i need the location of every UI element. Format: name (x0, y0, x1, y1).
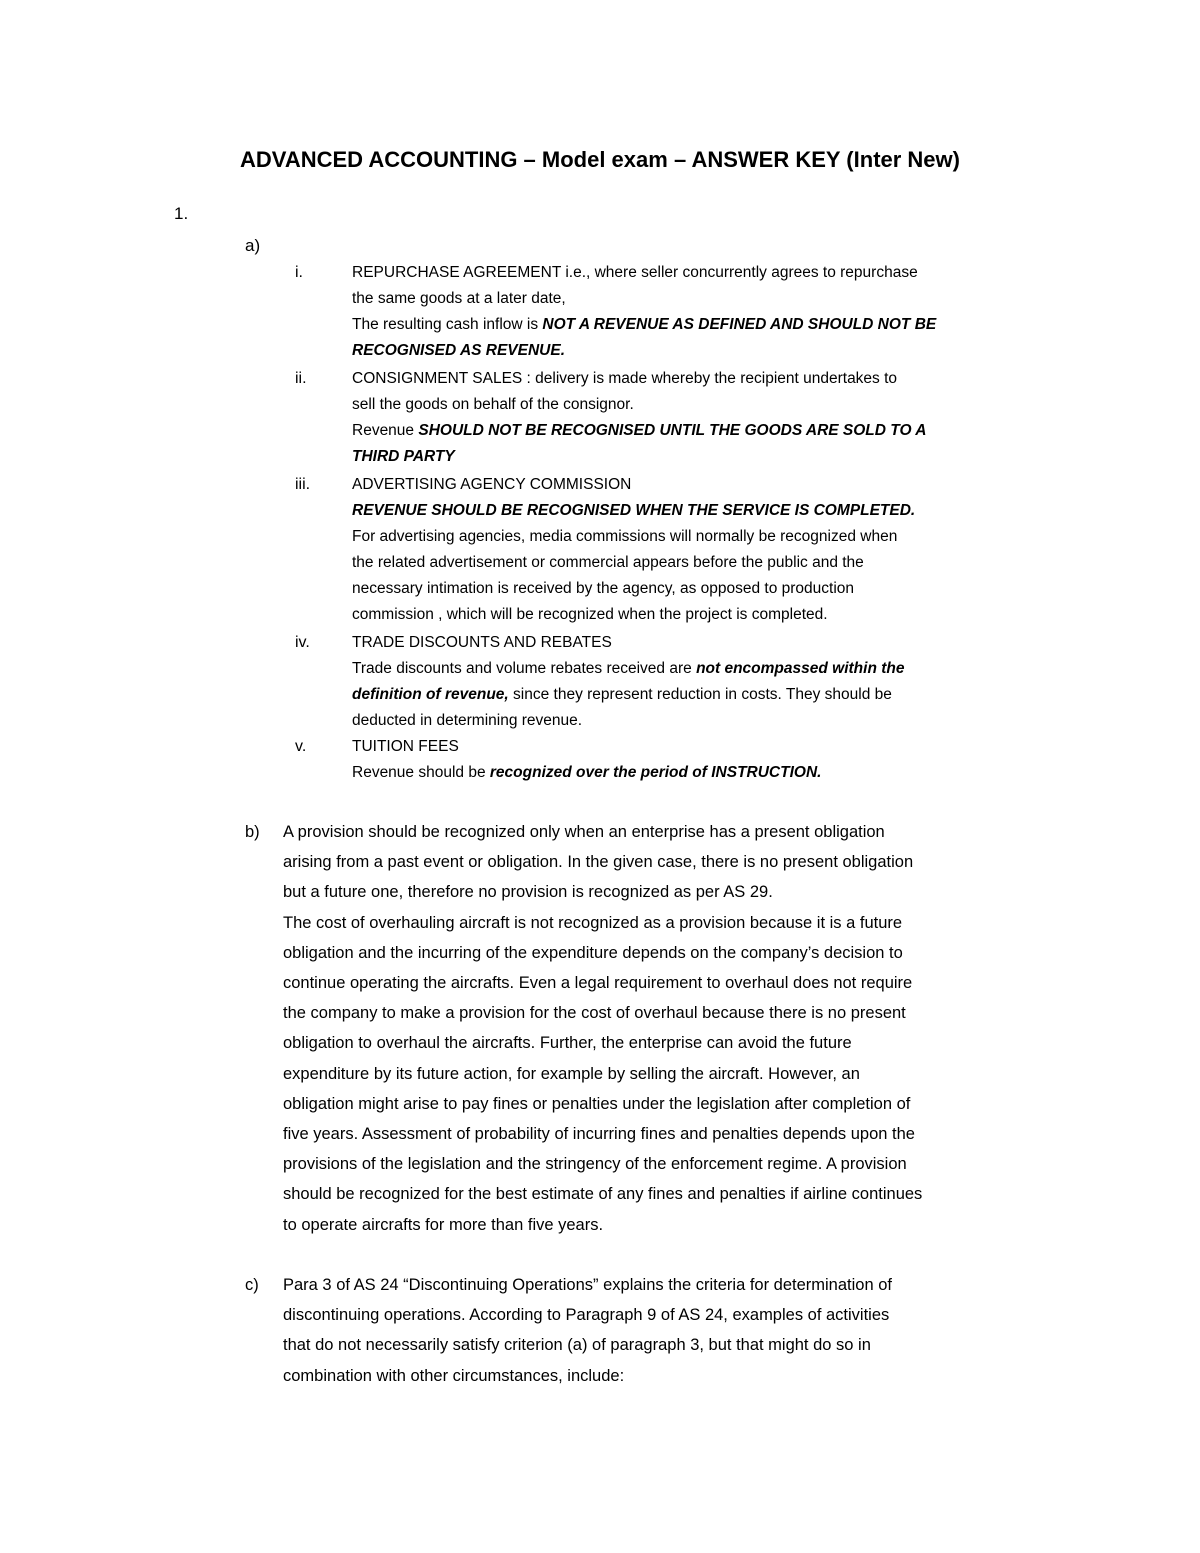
item-emphasis: not encompassed within the (696, 660, 905, 677)
item-emphasis: NOT A REVENUE AS DEFINED AND SHOULD NOT BE (542, 316, 937, 333)
list-item-tuition (352, 734, 1062, 786)
item-text: The resulting cash inflow is (352, 316, 543, 333)
list-item-repurchase (352, 260, 1062, 364)
item-text: sell the goods on behalf of the consignor. (352, 396, 634, 413)
item-emphasis: REVENUE SHOULD BE RECOGNISED WHEN THE SERVICE IS COMPLETED. (352, 502, 916, 519)
item-heading: TRADE DISCOUNTS AND REBATES (352, 634, 612, 651)
paragraph-line: continue operating the aircrafts. Even a legal requirement to overhaul does not require (283, 974, 913, 993)
item-numeral: v. (295, 738, 307, 755)
item-text: Revenue should be (352, 764, 490, 781)
paragraph-line: obligation to overhaul the aircrafts. Further, the enterprise can avoid the future (283, 1034, 852, 1053)
item-text: Revenue (352, 422, 419, 439)
paragraph-line: the company to make a provision for the cost of overhaul because there is no present (283, 1004, 906, 1023)
item-text: delivery is made whereby the recipient undertakes to (530, 370, 898, 387)
paragraph-line: five years. Assessment of probability of incurring fines and penalties depends upon the (283, 1125, 915, 1144)
part-b-label: b) (245, 823, 260, 841)
question-number: 1. (174, 204, 189, 223)
item-text: i.e., where seller concurrently agrees to repurchase (561, 264, 918, 281)
list-item-trade-discounts (352, 630, 1062, 734)
paragraph-line: expenditure by its future action, for example by selling the aircraft. However, an (283, 1064, 860, 1083)
paragraph-line: to operate aircrafts for more than five years. (283, 1215, 604, 1234)
paragraph-line: Para 3 of AS 24 “Discontinuing Operations” explains the criteria for determination of (283, 1276, 892, 1294)
item-emphasis: definition of revenue, (352, 686, 509, 703)
paragraph-line: obligation might arise to pay fines or penalties under the legislation after completion of (283, 1094, 911, 1113)
list-item-advertising (352, 472, 1062, 628)
item-text: the related advertisement or commercial appears before the public and the (352, 554, 864, 571)
item-heading: REPURCHASE AGREEMENT (352, 264, 562, 281)
paragraph-line: discontinuing operations. According to Paragraph 9 of AS 24, examples of activities (283, 1306, 890, 1325)
part-a-label: a) (245, 236, 261, 255)
item-text: Trade discounts and volume rebates received are (352, 660, 697, 677)
paragraph-line: provisions of the legislation and the stringency of the enforcement regime. A provision (283, 1155, 907, 1174)
paragraph-line: combination with other circumstances, include: (283, 1366, 625, 1385)
item-text: deducted in determining revenue. (352, 712, 583, 729)
part-b-paragraph (283, 817, 1073, 1240)
paragraph-line: arising from a past event or obligation. In the given case, there is no present obligation (283, 853, 914, 872)
item-text: For advertising agencies, media commissions will normally be recognized when (352, 528, 898, 545)
item-emphasis: SHOULD NOT BE RECOGNISED UNTIL THE GOODS ARE SOLD TO A (418, 422, 927, 439)
paragraph-line: that do not necessarily satisfy criterion (a) of paragraph 3, but that might do so in (283, 1336, 871, 1355)
paragraph-line: but a future one, therefore no provision is recognized as per AS 29. (283, 883, 773, 902)
part-c-label: c) (245, 1276, 259, 1294)
item-numeral: i. (295, 264, 303, 281)
item-numeral: iv. (295, 634, 310, 651)
paragraph-line: obligation and the incurring of the expenditure depends on the company’s decision to (283, 943, 903, 962)
item-numeral: iii. (295, 476, 311, 493)
list-item-consignment (352, 366, 1062, 470)
item-text: commission , which will be recognized when the project is completed. (352, 606, 828, 623)
item-text: the same goods at a later date, (352, 290, 566, 307)
item-heading: CONSIGNMENT SALES : (352, 370, 531, 387)
item-emphasis: recognized over the period of INSTRUCTION. (489, 764, 822, 781)
paragraph-line: The cost of overhauling aircraft is not recognized as a provision because it is a future (283, 913, 903, 932)
item-numeral: ii. (295, 370, 307, 387)
part-c-paragraph (283, 1270, 1073, 1391)
document-title: ADVANCED ACCOUNTING – Model exam – ANSWER KEY (Inter New) (240, 147, 960, 172)
item-text: since they represent reduction in costs. They should be (508, 686, 892, 703)
paragraph-line: should be recognized for the best estimate of any fines and penalties if airline continues (283, 1185, 923, 1204)
item-heading: ADVERTISING AGENCY COMMISSION (352, 476, 632, 493)
item-emphasis: THIRD PARTY (352, 448, 455, 465)
item-text: necessary intimation is received by the agency, as opposed to production (352, 580, 855, 597)
item-emphasis: RECOGNISED AS REVENUE. (352, 342, 566, 359)
paragraph-line: A provision should be recognized only when an enterprise has a present obligation (283, 823, 885, 841)
item-heading: TUITION FEES (352, 738, 459, 755)
